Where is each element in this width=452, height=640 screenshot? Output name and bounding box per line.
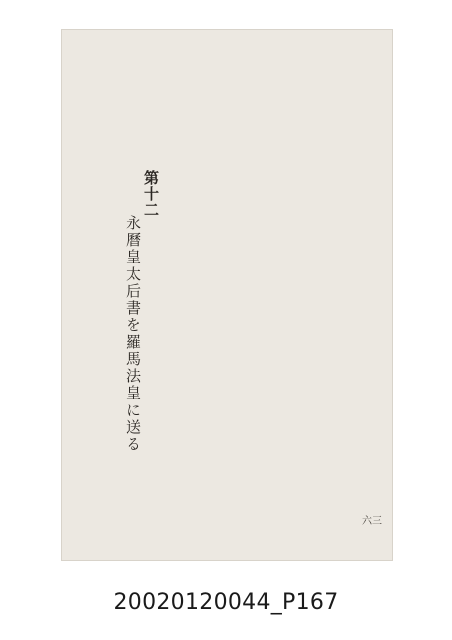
image-caption: 20020120044_P167: [113, 590, 339, 615]
page-number: 六三: [362, 516, 382, 527]
text-column: [242, 58, 256, 438]
text-column: [226, 58, 240, 438]
text-column: [322, 58, 336, 438]
text-column: [274, 58, 288, 438]
section-number: 第十二: [142, 170, 160, 218]
text-column: [258, 58, 272, 438]
section-title: 永曆皇太后書を羅馬法皇に送る: [124, 215, 142, 453]
text-column: [162, 58, 176, 438]
text-column: [194, 58, 208, 438]
text-column: [210, 58, 224, 438]
text-column: [84, 110, 98, 410]
text-column: [290, 58, 304, 438]
text-column: [100, 110, 114, 410]
book-page: [62, 30, 392, 560]
text-column: [338, 58, 352, 438]
text-column: [178, 58, 192, 438]
text-column: [306, 58, 320, 438]
